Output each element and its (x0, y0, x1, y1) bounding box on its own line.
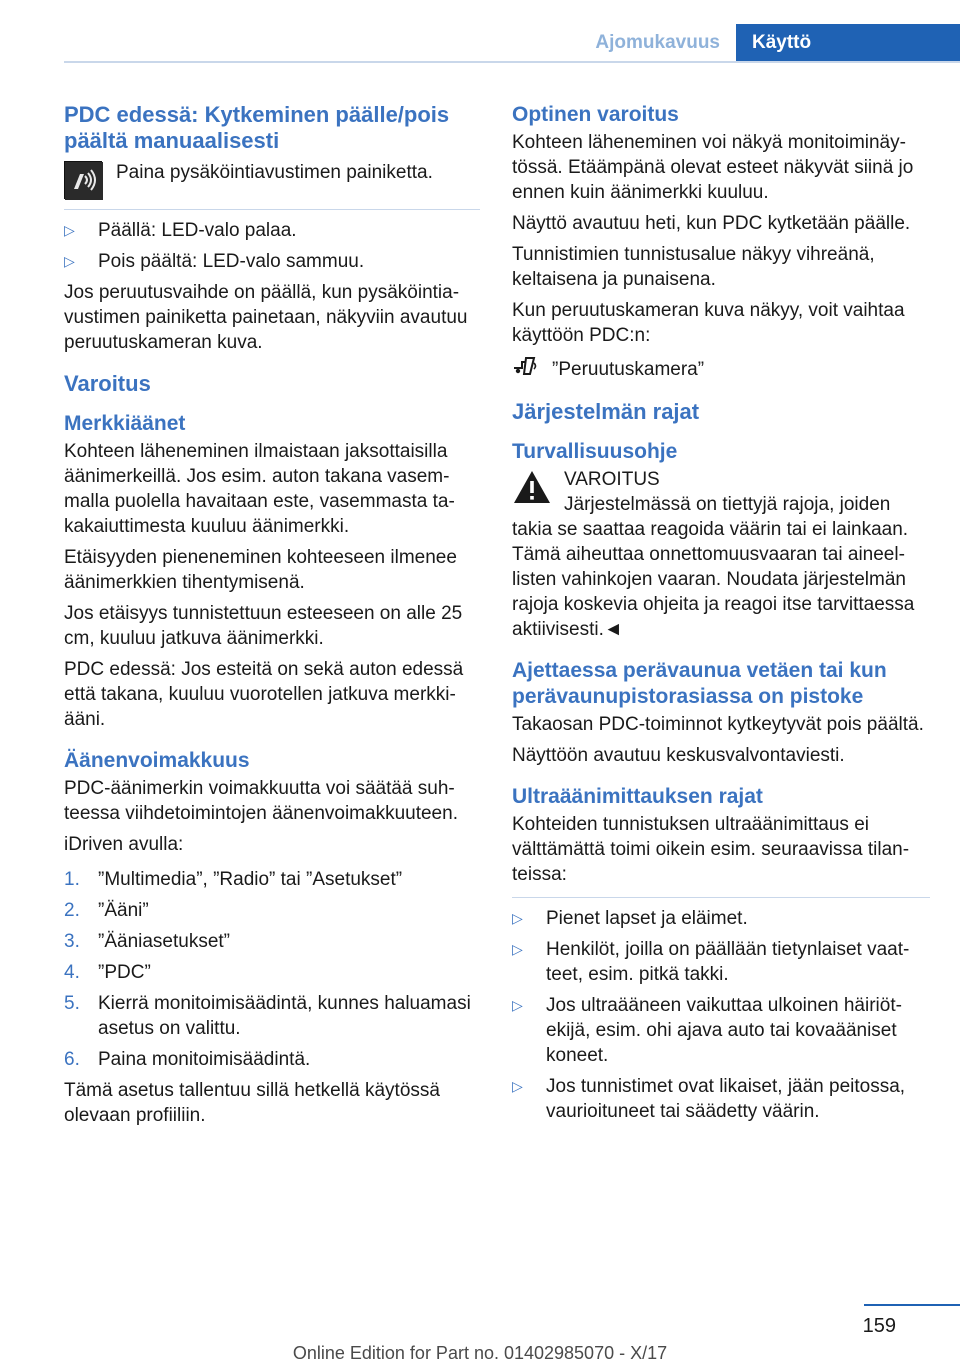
list-item: 4. ”PDC” (64, 962, 151, 983)
footer-divider (864, 1304, 960, 1306)
list-item: 6. Paina monitoimisäädintä. (64, 1049, 311, 1070)
divider (512, 897, 930, 898)
list-item: ▷ Henkilöt, joilla on päällään tietynlaiset vaatteet, esim. pitkä takki. (512, 939, 910, 985)
list-item: ▷ Jos tunnistimet ovat likaiset, jään peitossa, vaurioituneet tai säädetty väärin. (512, 1076, 906, 1122)
list-item: 5. Kierrä monitoimisäädintä, kunnes haluamasi asetus on valittu. (64, 993, 471, 1039)
list-item: ▷ Jos ultraääneen vaikuttaa ulkoinen häiriötekijä, esim. ohi ajava auto tai kovaääniset koneet. (512, 995, 902, 1066)
page-number: 159 (862, 1315, 896, 1337)
heading-aanenvoimakkuus: Äänenvoimakkuus (64, 749, 250, 772)
pdc-button-text: Paina pysäköintiavustimen painiketta. (116, 162, 433, 183)
bullet-icon: ▷ (512, 910, 523, 926)
heading-turvallisuusohje: Turvallisuusohje (512, 440, 678, 463)
heading-pdc-manual: PDC edessä: Kytkeminen päälle/pois päältä manuaalisesti (64, 102, 450, 153)
parking-sensor-icon (64, 161, 102, 199)
paragraph: Tunnistimien tunnistusalue näkyy vihreänä, keltaisena ja punaisena. (512, 244, 875, 290)
bullet-icon: ▷ (64, 222, 75, 238)
pdc-button-row (64, 160, 480, 199)
header-divider (64, 61, 960, 63)
paragraph: Kun peruutuskameran kuva näkyy, voit vaihtaa käyttöön PDC:n: (512, 300, 905, 346)
paragraph: Näyttö avautuu heti, kun PDC kytketään päälle. (512, 213, 911, 234)
header-section-title: Ajomukavuus (566, 24, 736, 62)
heading-merkkiaanet: Merkkiäänet (64, 412, 186, 435)
edition-text: Online Edition for Part no. 01402985070 - X/17 (292, 1343, 668, 1362)
paragraph: Näyttöön avautuu keskusvalvontaviesti. (512, 745, 845, 766)
heading-varoitus: Varoitus (64, 371, 151, 396)
bullet-icon: ▷ (512, 941, 523, 957)
warning-block (512, 467, 930, 642)
reverse-gear-paragraph: Jos peruutusvaihde on päällä, kun pysäköintiavustimen painiketta painetaan, näkyviin avautuu peruutuskameran kuva. (64, 282, 468, 353)
camera-sensor-icon (512, 354, 542, 385)
list-item: ▷ Pois päältä: LED-valo sammuu. (64, 251, 365, 272)
ultrasonic-limits-list (512, 906, 930, 1124)
header-chapter-title: Käyttö (736, 24, 960, 62)
list-item: ▷ Päällä: LED-valo palaa. (64, 220, 297, 241)
led-status-list (64, 218, 480, 274)
paragraph: Kohteiden tunnistuksen ultraäänimittaus ei välttämättä toimi oikein esim. seuraavissa tilanteissa: (512, 814, 910, 885)
warning-label: VAROITUS (564, 469, 660, 490)
warning-first-line: Järjestelmässä on tiettyjä rajoja, joiden (564, 494, 891, 515)
heading-ultraaani: Ultraäänimittauksen rajat (512, 785, 763, 808)
bullet-icon: ▷ (512, 997, 523, 1013)
page-header (566, 24, 960, 62)
bullet-icon: ▷ (64, 253, 75, 269)
divider (64, 209, 480, 210)
camera-row (512, 354, 930, 385)
paragraph: Etäisyyden pieneneminen kohteeseen ilmenee äänimerkkien tihentymisenä. (64, 547, 457, 593)
warning-text: takia se saattaa reagoida väärin tai ei lainkaan. Tämä aiheuttaa onnettomuusvaaran tai aineellisten vahinkojen vaaran. Noudata järjestelmän rajoja koskevia ohjeita ja reagoi itse tarvittaessa aktiivisesti.◄ (512, 519, 915, 640)
list-item: ▷ Pienet lapset ja eläimet. (512, 908, 748, 929)
camera-menu-text: ”Peruutuskamera” (552, 359, 705, 380)
list-item: 3. ”Ääniasetukset” (64, 931, 231, 952)
left-column (64, 102, 480, 1134)
bullet-icon: ▷ (512, 1078, 523, 1094)
paragraph: Kohteen läheneminen voi näkyä monitoiminäytössä. Etäämpänä olevat esteet näkyvät siinä jo ennen kuin äänimerkki kuuluu. (512, 132, 914, 203)
heading-jarjestelman-rajat: Järjestelmän rajat (512, 399, 700, 424)
paragraph: Kohteen läheneminen ilmaistaan jaksottaisilla äänimerkeillä. Jos esim. auton takana vasemmalla puolella havaitaan este, vasemmasta takakaiuttimesta kuuluu äänimerkki. (64, 441, 455, 537)
paragraph: Jos etäisyys tunnistettuun esteeseen on alle 25 cm, kuuluu jatkuva äänimerkki. (64, 603, 463, 649)
warning-triangle-icon (512, 469, 552, 505)
heading-optinen-varoitus: Optinen varoitus (512, 103, 679, 126)
idrive-intro: iDriven avulla: (64, 834, 184, 855)
heading-peravaunu: Ajettaessa perävaunua vetäen tai kun perävaunupistorasiassa on pistoke (512, 659, 887, 708)
idrive-steps-list (64, 867, 480, 1072)
list-item: 2. ”Ääni” (64, 900, 149, 921)
paragraph: PDC-äänimerkin voimakkuutta voi säätää suhteessa viihdetoimintojen äänenvoimakkuuteen. (64, 778, 458, 824)
list-item: 1. ”Multimedia”, ”Radio” tai ”Asetukset” (64, 869, 403, 890)
paragraph: Takaosan PDC-toiminnot kytkeytyvät pois päältä. (512, 714, 924, 735)
paragraph: Tämä asetus tallentuu sillä hetkellä käytössä olevaan profiiliin. (64, 1080, 440, 1126)
right-column (512, 102, 930, 1130)
paragraph: PDC edessä: Jos esteitä on sekä auton edessä että takana, kuuluu vuorotellen jatkuva merkkiääni. (64, 659, 464, 730)
